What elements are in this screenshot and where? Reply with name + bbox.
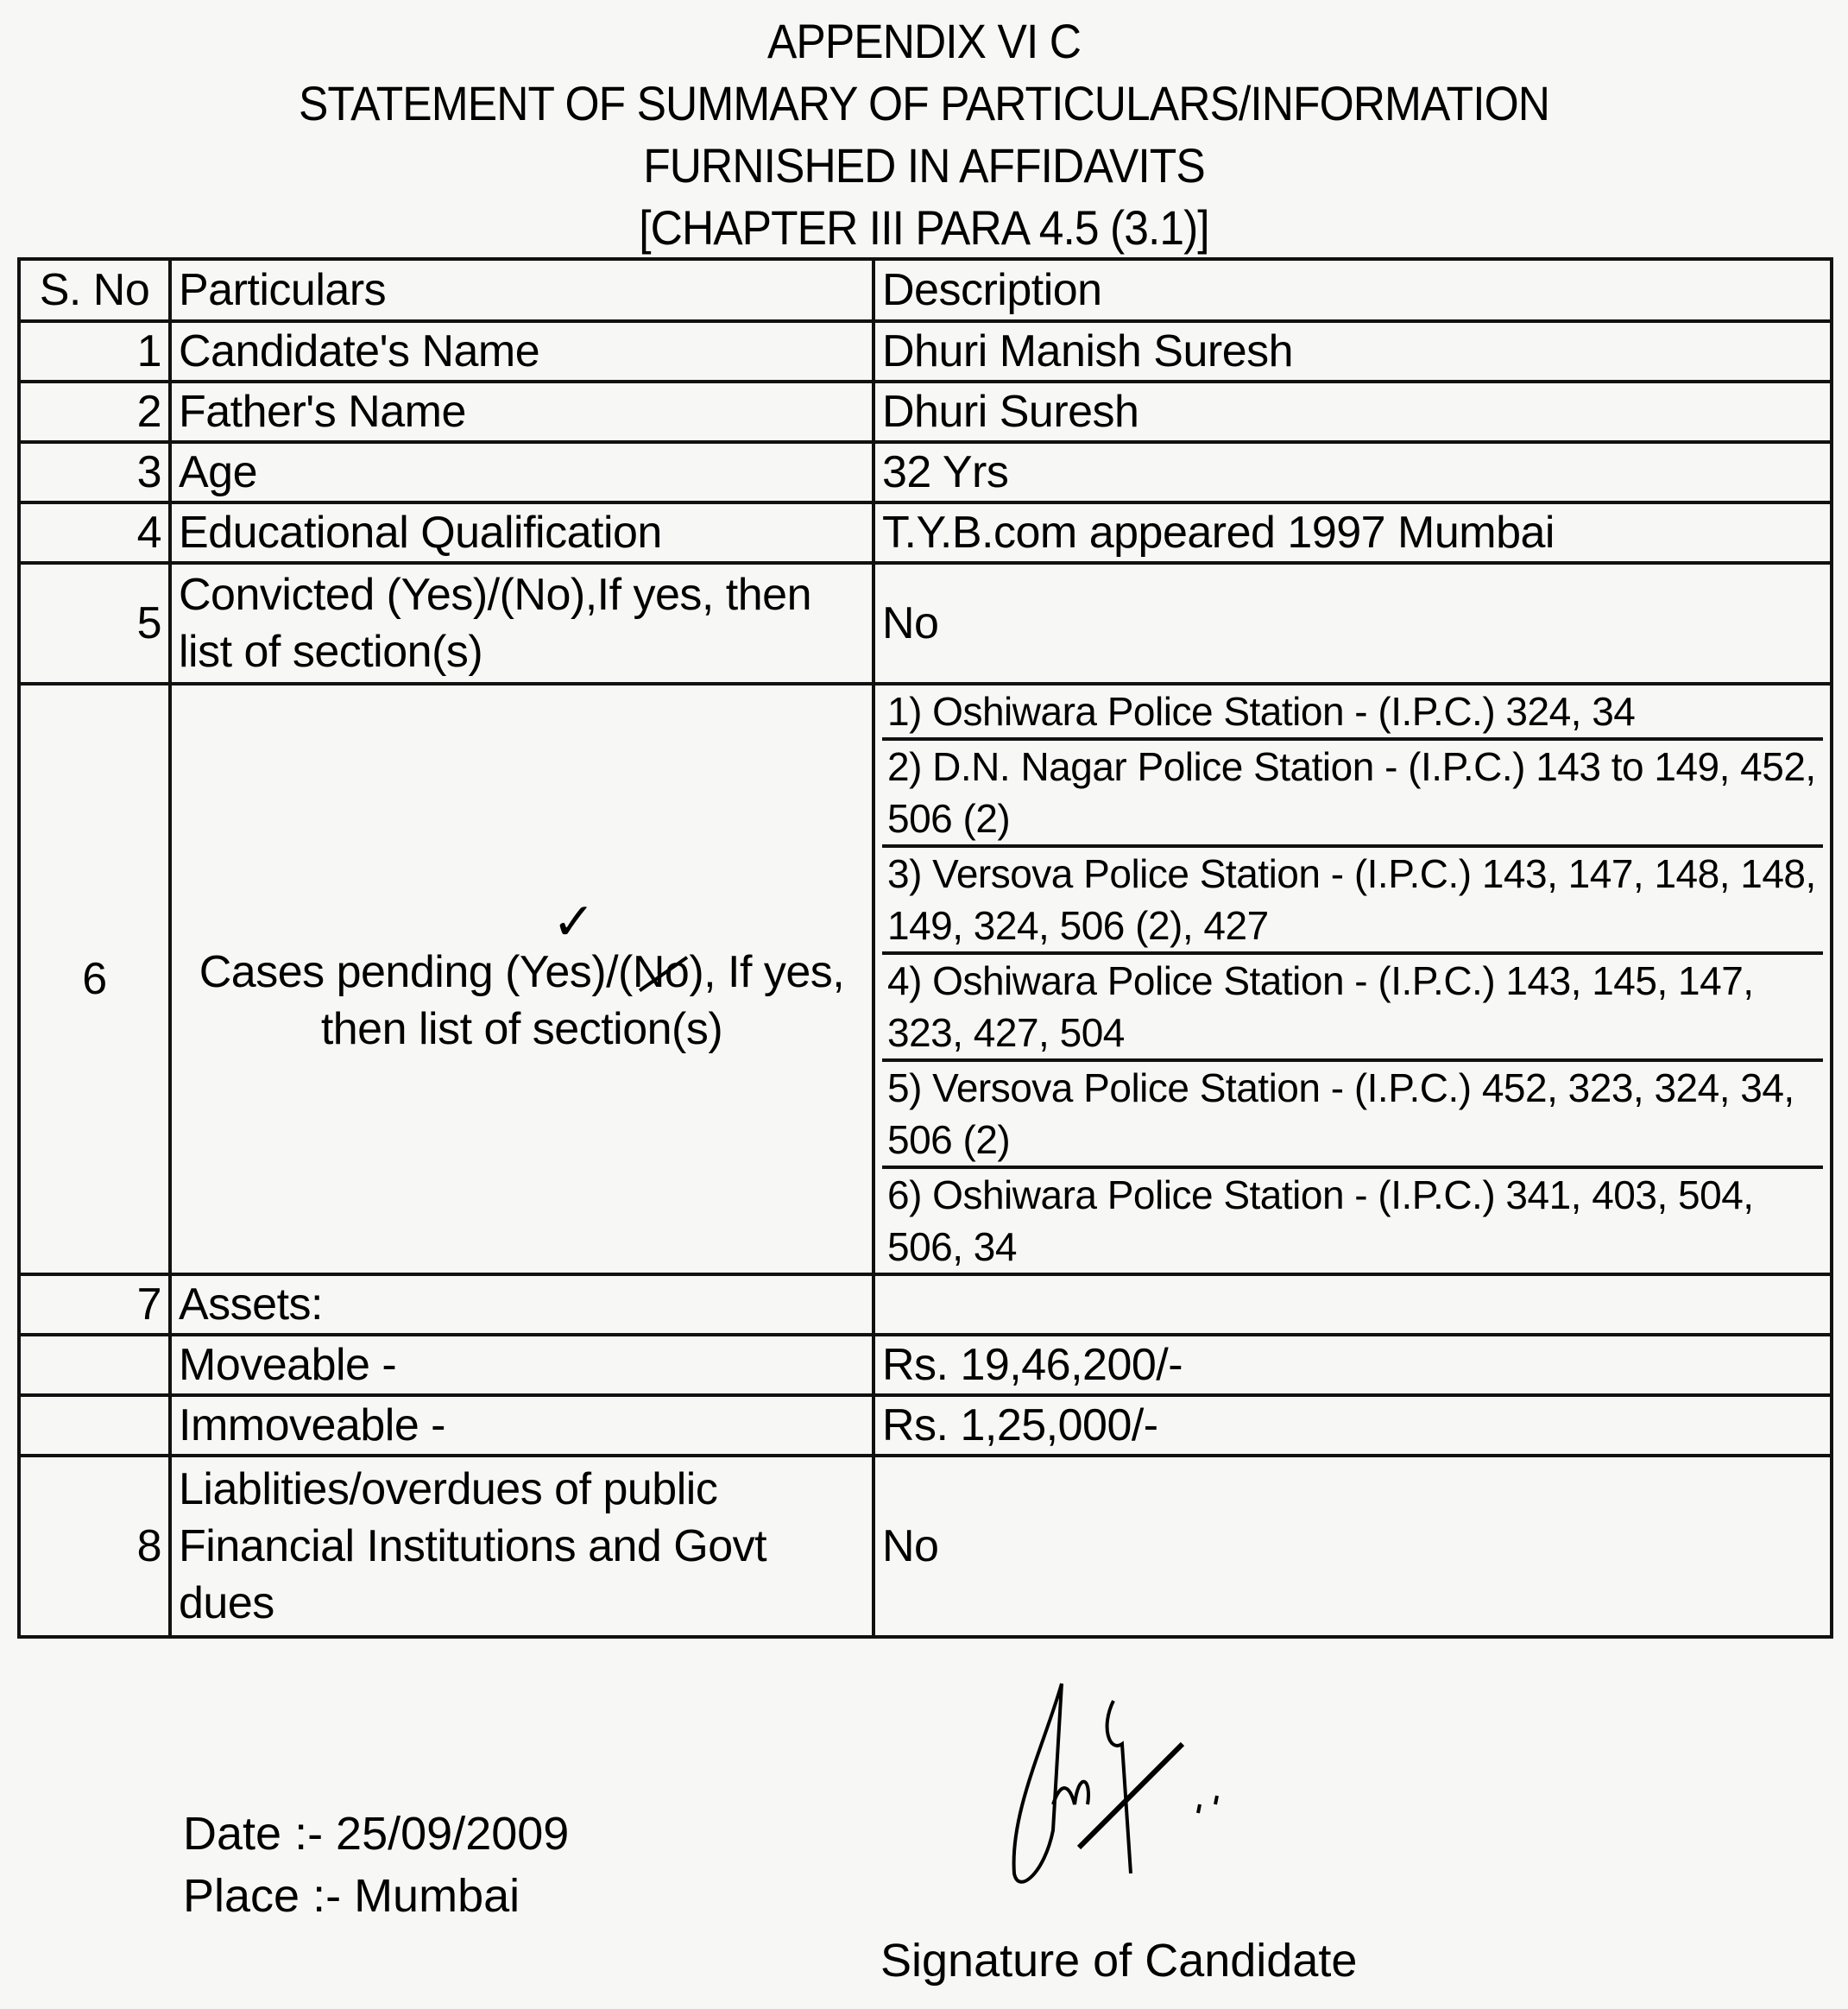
row-sno: 1 (19, 321, 170, 382)
date-text: Date :- 25/09/2009 (183, 1808, 570, 1860)
row-sno: 6 (19, 684, 170, 1274)
row-description: Dhuri Suresh (874, 382, 1832, 442)
row-description: Dhuri Manish Suresh (874, 321, 1832, 382)
table-row (19, 442, 1832, 502)
signature-label: Signature of Candidate (880, 1935, 1358, 1987)
assets-empty (874, 1274, 1832, 1335)
immoveable-value: Rs. 1,25,000/- (874, 1395, 1832, 1456)
table-row (19, 321, 1832, 382)
statement-subtitle: FURNISHED IN AFFIDAVITS (643, 138, 1205, 193)
particulars-table (17, 257, 1833, 1639)
row-sno: 8 (19, 1456, 170, 1637)
cases-label-b: ), If yes, then list of section(s) (320, 947, 845, 1054)
document-header (0, 10, 1848, 259)
row-sno: 3 (19, 442, 170, 502)
case-item: 5) Versova Police Station - (I.P.C.) 452, 323, 324, 34, 506 (2) (882, 1060, 1823, 1167)
cases-list (874, 684, 1832, 1274)
row-description: T.Y.B.com appeared 1997 Mumbai (874, 502, 1832, 563)
case-item: 1) Oshiwara Police Station - (I.P.C.) 324, 34 (882, 685, 1823, 739)
row-sno-empty (19, 1335, 170, 1395)
assets-label: Assets: (170, 1274, 874, 1335)
chapter-reference: [CHAPTER III PARA 4.5 (3.1)] (639, 200, 1209, 255)
footer-meta (183, 1803, 569, 1927)
row-sno: 7 (19, 1274, 170, 1335)
table-row (19, 502, 1832, 563)
moveable-row (19, 1335, 1832, 1395)
cases-label-a: Cases pending (Yes)/( (199, 947, 633, 997)
table-header-row (19, 259, 1832, 321)
assets-row (19, 1274, 1832, 1335)
column-header-sno: S. No (19, 259, 170, 321)
immoveable-row (19, 1395, 1832, 1456)
signature-image (993, 1675, 1355, 1899)
moveable-label: Moveable - (170, 1335, 874, 1395)
row-description: No (874, 563, 1832, 684)
liabilities-value: No (874, 1456, 1832, 1637)
liabilities-row (19, 1456, 1832, 1637)
row-particulars: Father's Name (170, 382, 874, 442)
cases-particulars (170, 684, 874, 1274)
appendix-title: APPENDIX VI C (766, 14, 1082, 68)
row-description: 32 Yrs (874, 442, 1832, 502)
row-particulars: Age (170, 442, 874, 502)
row-sno: 4 (19, 502, 170, 563)
immoveable-label: Immoveable - (170, 1395, 874, 1456)
case-item: 2) D.N. Nagar Police Station - (I.P.C.) 143 to 149, 452, 506 (2) (882, 739, 1823, 846)
checkmark-icon: ✓ (552, 893, 596, 951)
table-row (19, 563, 1832, 684)
row-sno-empty (19, 1395, 170, 1456)
column-header-description: Description (874, 259, 1832, 321)
row-particulars: Candidate's Name (170, 321, 874, 382)
moveable-value: Rs. 19,46,200/- (874, 1335, 1832, 1395)
column-header-particulars: Particulars (170, 259, 874, 321)
row-particulars: Convicted (Yes)/(No),If yes, then list of section(s) (170, 563, 874, 684)
row-particulars: Educational Qualification (170, 502, 874, 563)
cases-row (19, 684, 1832, 1274)
case-item: 6) Oshiwara Police Station - (I.P.C.) 341, 403, 504, 506, 34 (887, 1172, 1754, 1269)
case-item: 3) Versova Police Station - (I.P.C.) 143, 147, 148, 148, 149, 324, 506 (2), 427 (882, 846, 1823, 953)
row-sno: 2 (19, 382, 170, 442)
struck-no: No (632, 947, 690, 997)
row-sno: 5 (19, 563, 170, 684)
statement-title: STATEMENT OF SUMMARY OF PARTICULARS/INFORMATION (298, 76, 1550, 130)
place-text: Place :- Mumbai (183, 1870, 520, 1922)
table-row (19, 382, 1832, 442)
liabilities-label: Liablities/overdues of public Financial Institutions and Govt dues (170, 1456, 874, 1637)
case-item: 4) Oshiwara Police Station - (I.P.C.) 143, 145, 147, 323, 427, 504 (882, 953, 1823, 1060)
